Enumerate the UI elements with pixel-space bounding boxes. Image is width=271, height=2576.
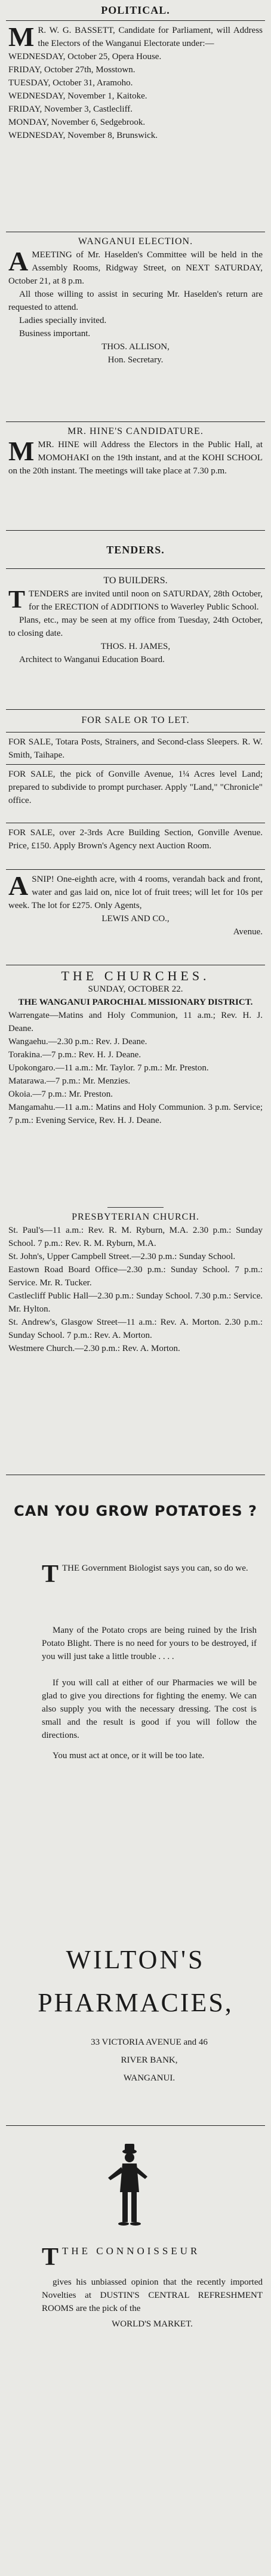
service-line: Mangamahu.—11 a.m.: Matins and Holy Communion. 3 p.m. Service; 7 p.m.: Evening Service, Rev. H. J. Deane. bbox=[8, 1103, 263, 1125]
election-heading: WANGANUI ELECTION. bbox=[78, 236, 193, 247]
meeting-line: MONDAY, November 6, Sedgebrook. bbox=[8, 118, 146, 127]
presbyterian-heading: PRESBYTERIAN CHURCH. bbox=[72, 1212, 199, 1222]
service-line: St. Paul's—11 a.m.: Rev. R. M. Ryburn, M.A. 2.30 p.m.: Sunday School. 7 p.m.: Rev. R. M. Ryburn, M.A. bbox=[8, 1226, 263, 1248]
drop-cap: M bbox=[8, 21, 35, 52]
gentleman-illustration-icon bbox=[93, 2141, 158, 2230]
divider bbox=[6, 869, 265, 870]
divider bbox=[6, 764, 265, 765]
connoisseur-ad bbox=[42, 2245, 263, 2269]
address-town: WANGANUI. bbox=[123, 2073, 175, 2083]
sale-item-text: FOR SALE, the pick of Gonville Avenue, 1¼ Acres level Land; prepared to subdivide to prompt purchaser. Apply "Land," "Chronicle" office. bbox=[8, 770, 263, 805]
divider bbox=[107, 1207, 164, 1208]
drop-cap: T bbox=[42, 1561, 59, 1588]
churches-section bbox=[8, 970, 263, 1127]
drop-cap: T bbox=[42, 2243, 59, 2271]
wiltons-address bbox=[42, 2036, 257, 2085]
sale-item-text: FOR SALE, over 2-3rds Acre Building Section, Gonville Avenue. Price, £150. Apply Brown's Agency next Auction Room. bbox=[8, 828, 263, 851]
divider bbox=[6, 709, 265, 710]
divider bbox=[6, 421, 265, 422]
bassett-text: R. W. G. BASSETT, Candidate for Parliament, will Address the Electors of the Wanganui Electorate under:— bbox=[38, 26, 263, 48]
tender-body: TENDERS are invited until noon on SATURDAY, 28th October, for the ERECTION of ADDITIONS to Waverley Public School. bbox=[29, 589, 263, 612]
service-line: Castlecliff Public Hall—2.30 p.m.: Sunday School. 7.30 p.m.: Service. Mr. Hylton. bbox=[8, 1291, 263, 1314]
section-heading-sale: FOR SALE OR TO LET. bbox=[81, 715, 190, 725]
hine-notice bbox=[8, 425, 263, 478]
tender-notice bbox=[8, 574, 263, 666]
drop-cap: T bbox=[8, 586, 26, 614]
election-body: MEETING of Mr. Haselden's Committee will be held in the Assembly Rooms, Ridgway Street, on NEXT SATURDAY, October 21, at 8 p.m. bbox=[8, 250, 263, 286]
service-line: Wangaehu.—2.30 p.m.: Rev. J. Deane. bbox=[8, 1037, 147, 1047]
service-line: Torakina.—7 p.m.: Rev. H. J. Deane. bbox=[8, 1050, 141, 1060]
election-ladies: Ladies specially invited. bbox=[19, 316, 107, 325]
election-notice bbox=[8, 235, 263, 367]
tender-body-2: Plans, etc., may be seen at my office from Tuesday, 24th October, to closing date. bbox=[8, 615, 263, 638]
divider bbox=[6, 20, 265, 21]
connoisseur-body bbox=[42, 2276, 263, 2331]
snip-text: SNIP! One-eighth acre, with 4 rooms, verandah back and front, water and gas laid on, nice lot of fruit trees; will let for 10s per week. The lot for £275. Only Agents, bbox=[8, 875, 263, 910]
potatoes-ad bbox=[8, 1504, 263, 1518]
tender-signature: THOS. H. JAMES, bbox=[100, 642, 171, 651]
service-line: Westmere Church.—2.30 p.m.: Rev. A. Morton. bbox=[8, 1344, 180, 1353]
hine-heading: MR. HINE'S CANDIDATURE. bbox=[67, 426, 204, 436]
divider bbox=[6, 732, 265, 733]
meeting-line: TUESDAY, October 31, Aramoho. bbox=[8, 78, 133, 88]
political-section bbox=[8, 4, 263, 17]
tenders-section bbox=[8, 543, 263, 556]
meeting-line: FRIDAY, October 27th, Mosstown. bbox=[8, 65, 136, 75]
election-title: Hon. Secretary. bbox=[107, 355, 164, 365]
service-line: Warrengate—Matins and Holy Communion, 11 a.m.; Rev. H. J. Deane. bbox=[8, 1011, 263, 1033]
sale-item-text: FOR SALE, Totara Posts, Strainers, and Second-class Sleepers. R. W. Smith, Taihape. bbox=[8, 737, 263, 760]
divider bbox=[6, 530, 265, 531]
presbyterian-section bbox=[8, 1211, 263, 1355]
meeting-line: WEDNESDAY, November 1, Kaitoke. bbox=[8, 91, 147, 101]
potatoes-intro bbox=[42, 1562, 257, 1586]
service-line: St. Andrew's, Glasgow Street—11 a.m.: Rev. A. Morton. 2.30 p.m.: Sunday School. 7 p.m.: Rev. A. Morton. bbox=[8, 1318, 263, 1340]
bassett-notice bbox=[8, 21, 263, 142]
meeting-line: WEDNESDAY, November 8, Brunswick. bbox=[8, 131, 158, 140]
connoisseur-text: gives his unbiassed opinion that the recently imported Novelties at DUSTIN'S CENTRAL REFRESHMENT ROOMS are the pick of the bbox=[42, 2278, 263, 2313]
tender-sub: TO BUILDERS. bbox=[103, 575, 168, 586]
election-signature: THOS. ALLISON, bbox=[101, 342, 170, 352]
drop-cap: M bbox=[8, 436, 35, 466]
service-line: Matarawa.—7 p.m.: Mr. Menzies. bbox=[8, 1076, 131, 1086]
churches-heading: THE CHURCHES. bbox=[61, 968, 210, 983]
divider bbox=[6, 2125, 265, 2126]
sale-section bbox=[8, 714, 263, 727]
snip-notice bbox=[8, 870, 263, 938]
service-line: Okoia.—7 p.m.: Mr. Preston. bbox=[8, 1090, 113, 1099]
service-line: St. John's, Upper Campbell Street.—2.30 p.m.: Sunday School. bbox=[8, 1252, 236, 1261]
hine-body: MR. HINE will Address the Electors in the Public Hall, at MOMOHAKI on the 19th instant, and at the KOHI SCHOOL on the 20th instant. The meetings will take place at 7.30 p.m. bbox=[8, 440, 263, 476]
address-line-1: 33 VICTORIA AVENUE and 46 bbox=[91, 2038, 208, 2047]
snip-place: Avenue. bbox=[233, 927, 263, 937]
potatoes-p2: Many of the Potato crops are being ruined by the Irish Potato Blight. There is no need for yours to be destroyed, if you will just take a little trouble . . . . bbox=[42, 1626, 257, 1661]
snip-agent: LEWIS AND CO., bbox=[101, 914, 170, 924]
wiltons-brand bbox=[6, 1945, 265, 2018]
address-line-2: RIVER BANK, bbox=[121, 2055, 178, 2065]
connoisseur-last: WORLD'S MARKET. bbox=[112, 2319, 193, 2329]
sale-item bbox=[8, 735, 263, 762]
meeting-line: FRIDAY, November 3, Castlecliff. bbox=[8, 104, 133, 114]
potatoes-p4: You must act at once, or it will be too late. bbox=[53, 1751, 205, 1761]
brand-name: WILTON'S bbox=[66, 1945, 205, 1974]
potatoes-headline: CAN YOU GROW POTATOES ? bbox=[14, 1503, 257, 1519]
section-heading-tenders: TENDERS. bbox=[106, 544, 165, 556]
potatoes-p1: THE Government Biologist says you can, so do we. bbox=[62, 1564, 248, 1573]
brand-pharmacies: PHARMACIES, bbox=[38, 1988, 233, 2017]
service-line: Upokongaro.—11 a.m.: Mr. Taylor. 7 p.m.: Mr. Preston. bbox=[8, 1063, 209, 1073]
service-line: Eastown Road Board Office—2.30 p.m.: Sunday School. 7 p.m.: Service. Mr. R. Tucker. bbox=[8, 1265, 263, 1288]
tender-title: Architect to Wanganui Education Board. bbox=[19, 655, 165, 664]
sale-item bbox=[8, 826, 263, 852]
potatoes-p3: If you will call at either of our Pharmacies we will be glad to give you directions for fighting the enemy. We can also supply you with the necessary dressing. The cost is small and the result is good if you will follow the directions. bbox=[42, 1678, 257, 1740]
meeting-line: WEDNESDAY, October 25, Opera House. bbox=[8, 52, 162, 61]
election-body-2: All those willing to assist in securing Mr. Haselden's return are requested to attend. bbox=[8, 290, 263, 312]
section-heading-political: POLITICAL. bbox=[101, 4, 170, 16]
drop-cap: A bbox=[8, 246, 29, 276]
potatoes-body bbox=[42, 1624, 257, 1762]
churches-date: SUNDAY, OCTOBER 22. bbox=[88, 984, 183, 994]
connoisseur-title: THE CONNOISSEUR bbox=[62, 2245, 201, 2257]
drop-cap: A bbox=[8, 870, 29, 901]
parochial-heading: THE WANGANUI PAROCHIAL MISSIONARY DISTRICT. bbox=[18, 998, 253, 1007]
sale-item bbox=[8, 768, 263, 807]
election-business: Business important. bbox=[19, 329, 91, 338]
divider bbox=[6, 568, 265, 569]
